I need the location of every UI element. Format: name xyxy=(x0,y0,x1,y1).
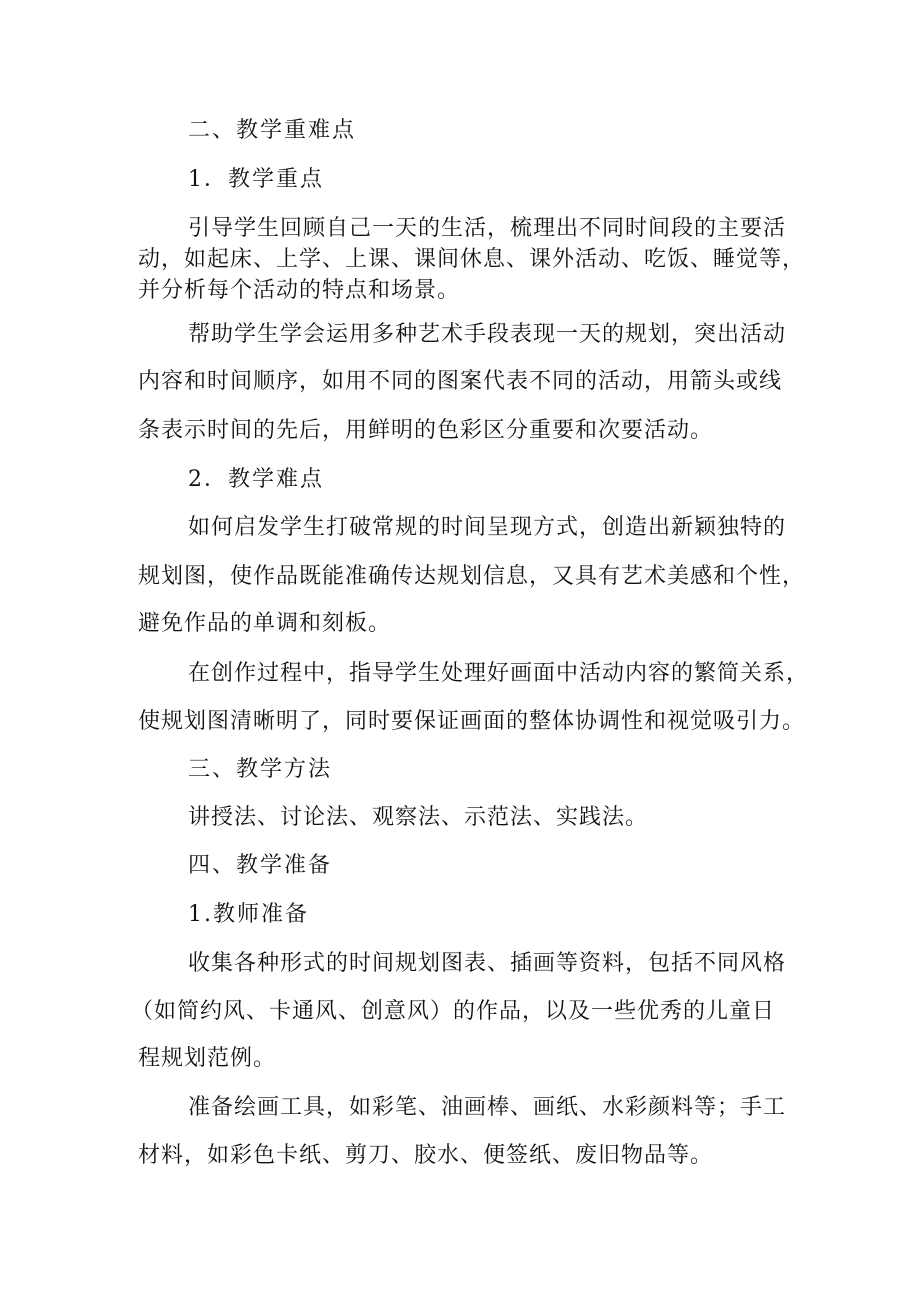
paragraph-line: 帮助学生学会运用多种艺术手段表现一天的规划，突出活动 xyxy=(188,322,787,347)
paragraph-line: 动，如起床、上学、上课、课间休息、课外活动、吃饭、睡觉等， xyxy=(138,247,806,272)
paragraph-line: 讲授法、讨论法、观察法、示范法、实践法。 xyxy=(188,805,649,830)
subheading-key-points: 1．教学重点 xyxy=(188,167,324,192)
section-heading-3: 三、教学方法 xyxy=(188,757,333,782)
subheading-difficulties: 2．教学难点 xyxy=(188,467,324,492)
section-heading-4: 四、教学准备 xyxy=(188,853,333,878)
paragraph-line: 准备绘画工具，如彩笔、油画棒、画纸、水彩颜料等；手工 xyxy=(188,1095,787,1120)
paragraph-line: 引导学生回顾自己一天的生活，梳理出不同时间段的主要活 xyxy=(188,216,787,241)
paragraph-line: 材料，如彩色卡纸、剪刀、胶水、便签纸、废旧物品等。 xyxy=(138,1143,714,1168)
paragraph-line: （如简约风、卡通风、创意风）的作品，以及一些优秀的儿童日 xyxy=(131,999,776,1024)
paragraph-line: 使规划图清晰明了，同时要保证画面的整体协调性和视觉吸引力。 xyxy=(138,709,806,734)
paragraph-line: 条表示时间的先后，用鲜明的色彩区分重要和次要活动。 xyxy=(138,418,714,443)
paragraph-line: 避免作品的单调和刻板。 xyxy=(138,611,392,636)
paragraph-line: 收集各种形式的时间规划图表、插画等资料，包括不同风格 xyxy=(188,951,787,976)
paragraph-line: 内容和时间顺序，如用不同的图案代表不同的活动，用箭头或线 xyxy=(138,369,783,394)
paragraph-line: 在创作过程中，指导学生处理好画面中活动内容的繁简关系， xyxy=(188,661,810,686)
section-heading-2: 二、教学重难点 xyxy=(188,118,357,143)
paragraph-line: 规划图，使作品既能准确传达规划信息，又具有艺术美感和个性， xyxy=(138,564,806,589)
paragraph-line: 如何启发学生打破常规的时间呈现方式，创造出新颖独特的 xyxy=(188,515,787,540)
subheading-teacher-prep: 1.教师准备 xyxy=(188,902,309,927)
paragraph-line: 并分析每个活动的特点和场景。 xyxy=(138,278,461,303)
paragraph-line: 程规划范例。 xyxy=(138,1046,277,1071)
